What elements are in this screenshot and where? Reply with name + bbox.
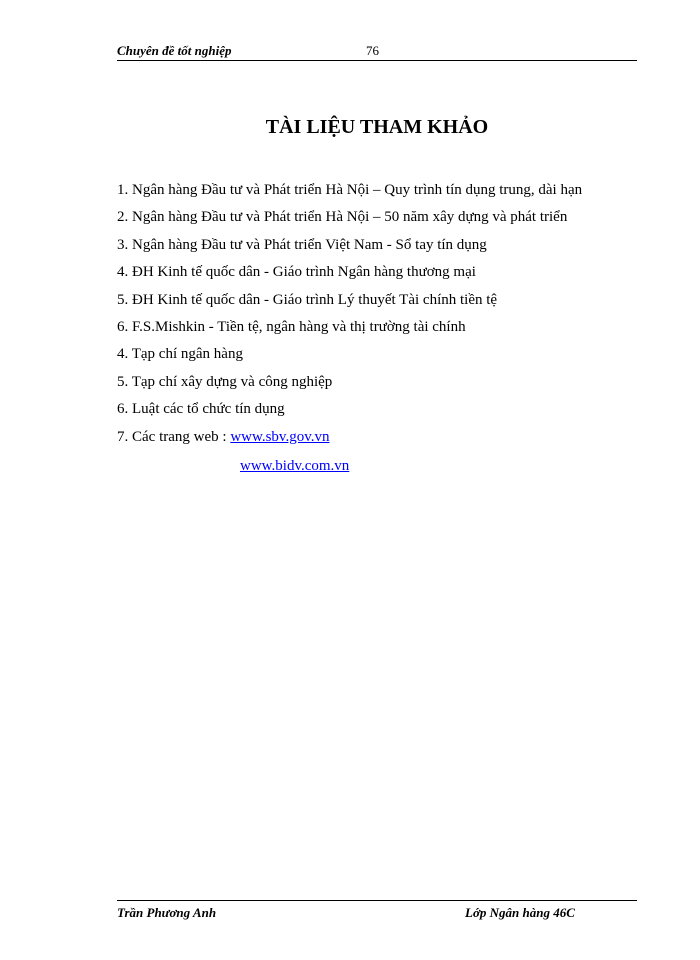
reference-number: 1. bbox=[117, 182, 129, 198]
header-document-type: Chuyên đề tốt nghiệp bbox=[117, 43, 232, 58]
reference-number: 4. bbox=[117, 264, 129, 281]
reference-number: 5. bbox=[117, 373, 129, 390]
reference-number: 6. bbox=[117, 401, 129, 418]
reference-item bbox=[117, 259, 657, 286]
reference-item bbox=[117, 177, 657, 204]
reference-item bbox=[117, 232, 657, 259]
reference-item bbox=[117, 204, 657, 231]
reference-text: Ngân hàng Đầu tư và Phát triển Hà Nội – Quy trình tín dụng trung, dài hạn bbox=[132, 182, 583, 198]
reference-text: ĐH Kinh tế quốc dân - Giáo trình Ngân hàng thương mại bbox=[132, 264, 476, 281]
reference-text: ĐH Kinh tế quốc dân - Giáo trình Lý thuyết Tài chính tiền tệ bbox=[132, 291, 498, 308]
reference-number: 6. bbox=[117, 318, 129, 335]
website-link-bidv[interactable]: www.bidv.com.vn bbox=[240, 458, 350, 474]
reference-item bbox=[117, 369, 657, 396]
reference-number: 7. bbox=[117, 428, 129, 445]
reference-item bbox=[117, 396, 657, 423]
reference-number: 3. bbox=[117, 236, 129, 253]
page-header bbox=[117, 42, 637, 61]
website-link-sbv[interactable]: www.sbv.gov.vn bbox=[230, 428, 330, 445]
page-title: TÀI LIỆU THAM KHẢO bbox=[265, 116, 489, 138]
reference-text: F.S.Mishkin - Tiền tệ, ngân hàng và thị trường tài chính bbox=[132, 318, 466, 335]
websites-label: Các trang web : bbox=[132, 428, 231, 445]
footer-author: Trần Phương Anh bbox=[117, 905, 217, 920]
reference-text: Ngân hàng Đầu tư và Phát triển Việt Nam - Sổ tay tín dụng bbox=[132, 236, 487, 253]
reference-number: 5. bbox=[117, 291, 129, 308]
reference-text: Tạp chí ngân hàng bbox=[131, 346, 243, 363]
reference-text: Ngân hàng Đầu tư và Phát triển Hà Nội – 50 năm xây dựng và phát triển bbox=[132, 209, 568, 226]
footer-class: Lớp Ngân hàng 46C bbox=[465, 905, 575, 920]
reference-number: 2. bbox=[117, 209, 129, 226]
reference-number: 4. bbox=[117, 346, 129, 363]
reference-item bbox=[117, 314, 657, 341]
page-number: 76 bbox=[366, 43, 379, 58]
reference-text: Luật các tổ chức tín dụng bbox=[132, 401, 285, 418]
page-footer bbox=[117, 900, 637, 923]
reference-item bbox=[117, 341, 657, 368]
reference-list bbox=[117, 177, 657, 451]
reference-item bbox=[117, 287, 657, 314]
reference-item-websites bbox=[117, 424, 657, 451]
reference-text: Tạp chí xây dựng và công nghiệp bbox=[131, 373, 333, 390]
